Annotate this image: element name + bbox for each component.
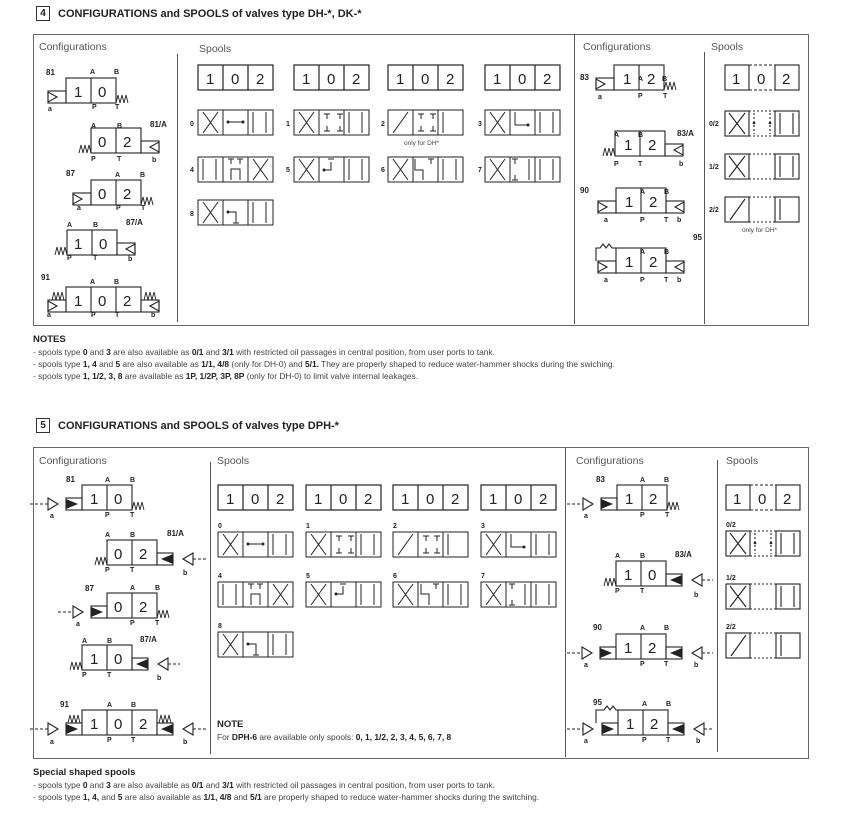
svg-text:0: 0 xyxy=(98,186,107,203)
svg-text:81/A: 81/A xyxy=(167,529,184,538)
spools-label: Spools xyxy=(199,43,232,55)
svg-text:a: a xyxy=(584,662,588,669)
svg-text:b: b xyxy=(183,570,188,577)
svg-text:1: 1 xyxy=(489,491,498,508)
svg-text:2: 2 xyxy=(648,137,657,154)
svg-text:1: 1 xyxy=(90,716,99,733)
svg-text:A: A xyxy=(640,189,646,196)
svg-text:7: 7 xyxy=(478,167,482,174)
svg-text:2: 2 xyxy=(649,491,658,508)
svg-text:P: P xyxy=(105,512,110,519)
svg-text:87: 87 xyxy=(66,169,75,178)
svg-text:0: 0 xyxy=(421,71,430,88)
svg-text:b: b xyxy=(183,739,188,746)
svg-text:2: 2 xyxy=(451,491,460,508)
svg-text:a: a xyxy=(77,205,81,212)
svg-text:only for DH*: only for DH* xyxy=(742,227,778,234)
svg-text:P: P xyxy=(91,312,96,319)
svg-text:1: 1 xyxy=(493,71,502,88)
svg-text:0: 0 xyxy=(98,134,107,151)
note-line: - spools type 1, 4 and 5 are also available as 1/1, 4/8 (only for DH-0) and 5/1. They are properly shaped to reduce water-hammer shocks during the swiching. xyxy=(33,359,615,369)
svg-text:2/2: 2/2 xyxy=(709,207,719,214)
svg-text:2: 2 xyxy=(139,716,148,733)
svg-text:95: 95 xyxy=(693,233,702,242)
svg-text:81: 81 xyxy=(46,68,55,77)
svg-text:T: T xyxy=(664,217,669,224)
svg-text:0: 0 xyxy=(114,546,123,563)
svg-text:T: T xyxy=(665,512,670,519)
svg-text:B: B xyxy=(117,123,123,130)
svg-text:A: A xyxy=(107,702,113,709)
svg-text:5: 5 xyxy=(306,573,310,580)
section-number: 4 xyxy=(36,6,50,21)
svg-text:87: 87 xyxy=(85,584,94,593)
svg-text:2: 2 xyxy=(649,194,658,211)
svg-text:5: 5 xyxy=(286,167,290,174)
svg-text:T: T xyxy=(666,737,671,744)
svg-text:2: 2 xyxy=(647,71,656,88)
svg-text:1: 1 xyxy=(625,194,634,211)
svg-text:A: A xyxy=(90,279,96,286)
svg-text:b: b xyxy=(677,277,682,284)
svg-text:a: a xyxy=(50,739,54,746)
svg-text:83: 83 xyxy=(596,475,605,484)
svg-text:2: 2 xyxy=(648,640,657,657)
svg-text:6: 6 xyxy=(381,167,385,174)
svg-text:T: T xyxy=(117,156,122,163)
svg-text:1: 1 xyxy=(396,71,405,88)
svg-text:1: 1 xyxy=(733,491,742,508)
svg-text:0: 0 xyxy=(327,71,336,88)
svg-text:1: 1 xyxy=(74,236,83,253)
svg-text:P: P xyxy=(82,672,87,679)
note-line: - spools type 0 and 3 are also available as 0/1 and 3/1 with restricted oil passages in central position, from user ports to tank. xyxy=(33,780,495,790)
spools-label: Spools xyxy=(711,41,744,53)
section-number: 5 xyxy=(36,418,50,433)
svg-text:0: 0 xyxy=(114,491,123,508)
svg-text:T: T xyxy=(131,737,136,744)
svg-text:0: 0 xyxy=(114,599,123,616)
svg-text:A: A xyxy=(640,249,646,256)
svg-text:1: 1 xyxy=(226,491,235,508)
svg-text:1: 1 xyxy=(401,491,410,508)
svg-text:81: 81 xyxy=(66,475,75,484)
svg-text:T: T xyxy=(130,567,135,574)
svg-text:83/A: 83/A xyxy=(677,129,694,138)
svg-text:A: A xyxy=(642,701,648,708)
svg-text:1: 1 xyxy=(625,254,634,271)
svg-text:P: P xyxy=(614,161,619,168)
svg-text:1: 1 xyxy=(626,716,635,733)
svg-text:0: 0 xyxy=(757,71,766,88)
svg-text:B: B xyxy=(664,189,670,196)
svg-text:P: P xyxy=(67,255,72,262)
configurations-label: Configurations xyxy=(39,455,107,467)
svg-text:2: 2 xyxy=(123,186,132,203)
svg-text:2: 2 xyxy=(256,71,265,88)
svg-text:P: P xyxy=(130,620,135,627)
svg-text:b: b xyxy=(694,592,699,599)
svg-text:T: T xyxy=(640,588,645,595)
svg-text:P: P xyxy=(105,567,110,574)
svg-text:2: 2 xyxy=(381,121,385,128)
svg-text:B: B xyxy=(664,625,670,632)
svg-text:T: T xyxy=(130,512,135,519)
svg-text:2: 2 xyxy=(352,71,361,88)
svg-text:2: 2 xyxy=(393,523,397,530)
svg-text:2: 2 xyxy=(783,491,792,508)
svg-text:A: A xyxy=(105,532,111,539)
svg-text:A: A xyxy=(614,132,620,139)
note-title: NOTE xyxy=(217,719,244,730)
note-line: - spools type 0 and 3 are also available as 0/1 and 3/1 with restricted oil passages in central position, from user ports to tank. xyxy=(33,347,495,357)
svg-text:2: 2 xyxy=(649,254,658,271)
svg-text:P: P xyxy=(640,661,645,668)
svg-text:A: A xyxy=(640,477,646,484)
svg-text:2: 2 xyxy=(139,599,148,616)
svg-text:1: 1 xyxy=(74,293,83,310)
svg-text:1: 1 xyxy=(90,491,99,508)
svg-text:3: 3 xyxy=(481,523,485,530)
spools-label: Spools xyxy=(217,455,250,467)
svg-text:1: 1 xyxy=(206,71,215,88)
section-title-text: CONFIGURATIONS and SPOOLS of valves type DH-*, DK-* xyxy=(58,7,362,20)
svg-text:0: 0 xyxy=(98,293,107,310)
svg-text:0: 0 xyxy=(114,651,123,668)
svg-text:1: 1 xyxy=(624,567,633,584)
svg-text:2/2: 2/2 xyxy=(726,624,736,631)
svg-text:8: 8 xyxy=(190,211,194,218)
svg-text:1: 1 xyxy=(74,84,83,101)
svg-text:1: 1 xyxy=(624,137,633,154)
svg-text:0: 0 xyxy=(648,567,657,584)
svg-text:2: 2 xyxy=(782,71,791,88)
svg-text:B: B xyxy=(155,585,161,592)
svg-text:87/A: 87/A xyxy=(126,218,143,227)
svg-text:2: 2 xyxy=(539,491,548,508)
svg-text:A: A xyxy=(91,123,97,130)
note-line: - spools type 1, 4, and 5 are also available as 1/1, 4/8 and 5/1 are properly shaped to reduce water-hammer shocks during the switching. xyxy=(33,792,540,802)
svg-text:A: A xyxy=(115,172,121,179)
svg-text:95: 95 xyxy=(593,698,602,707)
svg-text:0: 0 xyxy=(518,71,527,88)
svg-text:2: 2 xyxy=(123,134,132,151)
svg-text:A: A xyxy=(130,585,136,592)
svg-text:0: 0 xyxy=(251,491,260,508)
svg-text:a: a xyxy=(604,277,608,284)
svg-text:T: T xyxy=(107,672,112,679)
svg-text:0/2: 0/2 xyxy=(709,121,719,128)
svg-text:T: T xyxy=(141,205,146,212)
svg-text:T: T xyxy=(663,93,668,100)
svg-text:91: 91 xyxy=(60,700,69,709)
note-line: - spools type 1, 1/2, 3, 8 are available as 1P, 1/2P, 3P, 8P (only for DH-0) to limit valve internal leakages. xyxy=(33,371,419,381)
svg-text:P: P xyxy=(642,737,647,744)
svg-text:P: P xyxy=(107,737,112,744)
svg-text:1: 1 xyxy=(90,651,99,668)
svg-text:a: a xyxy=(48,106,52,113)
svg-text:0: 0 xyxy=(190,121,194,128)
svg-text:A: A xyxy=(105,477,111,484)
svg-text:P: P xyxy=(640,277,645,284)
svg-text:1: 1 xyxy=(314,491,323,508)
svg-text:2: 2 xyxy=(543,71,552,88)
only-for-dh-note: only for DH* xyxy=(404,140,440,147)
spools-label: Spools xyxy=(726,455,759,467)
svg-text:B: B xyxy=(131,702,137,709)
svg-text:b: b xyxy=(152,157,157,164)
svg-text:b: b xyxy=(694,662,699,669)
svg-text:1: 1 xyxy=(624,640,633,657)
svg-text:T: T xyxy=(115,104,120,111)
svg-text:2: 2 xyxy=(650,716,659,733)
svg-text:B: B xyxy=(640,553,646,560)
svg-text:8: 8 xyxy=(218,623,222,630)
svg-text:0: 0 xyxy=(99,236,108,253)
svg-text:0: 0 xyxy=(339,491,348,508)
svg-text:b: b xyxy=(128,256,133,263)
svg-text:A: A xyxy=(615,553,621,560)
svg-text:2: 2 xyxy=(364,491,373,508)
svg-text:b: b xyxy=(151,312,156,319)
svg-text:B: B xyxy=(93,222,99,229)
svg-text:b: b xyxy=(677,217,682,224)
section-5-note xyxy=(217,719,557,743)
svg-text:P: P xyxy=(640,217,645,224)
svg-text:B: B xyxy=(107,638,113,645)
svg-text:A: A xyxy=(638,76,644,83)
svg-text:1: 1 xyxy=(286,121,290,128)
svg-text:1: 1 xyxy=(306,523,310,530)
svg-text:81/A: 81/A xyxy=(150,120,167,129)
note-line: For DPH-6 are available only spools: 0, 1, 1/2, 2, 3, 4, 5, 6, 7, 8 xyxy=(217,732,452,742)
svg-text:B: B xyxy=(130,477,136,484)
svg-text:91: 91 xyxy=(41,273,50,282)
svg-text:T: T xyxy=(664,661,669,668)
svg-text:B: B xyxy=(114,69,120,76)
special-title: Special shaped spools xyxy=(33,767,136,778)
svg-text:B: B xyxy=(664,477,670,484)
svg-text:a: a xyxy=(50,513,54,520)
svg-text:90: 90 xyxy=(593,623,602,632)
svg-text:B: B xyxy=(662,76,668,83)
svg-text:0: 0 xyxy=(98,84,107,101)
svg-text:a: a xyxy=(76,621,80,628)
svg-text:87/A: 87/A xyxy=(140,635,157,644)
svg-text:4: 4 xyxy=(190,167,194,174)
svg-text:A: A xyxy=(640,625,646,632)
svg-text:2: 2 xyxy=(446,71,455,88)
svg-text:P: P xyxy=(640,512,645,519)
svg-text:1: 1 xyxy=(732,71,741,88)
svg-text:2: 2 xyxy=(276,491,285,508)
svg-text:P: P xyxy=(91,156,96,163)
svg-text:0: 0 xyxy=(426,491,435,508)
svg-text:B: B xyxy=(130,532,136,539)
svg-text:T: T xyxy=(115,312,120,319)
svg-text:3: 3 xyxy=(478,121,482,128)
svg-text:a: a xyxy=(584,513,588,520)
svg-text:B: B xyxy=(114,279,120,286)
svg-text:A: A xyxy=(82,638,88,645)
section-title-text: CONFIGURATIONS and SPOOLS of valves type DPH-* xyxy=(58,419,339,432)
svg-text:P: P xyxy=(615,588,620,595)
svg-text:b: b xyxy=(679,161,684,168)
svg-text:1: 1 xyxy=(623,71,632,88)
svg-text:0/2: 0/2 xyxy=(726,522,736,529)
svg-text:B: B xyxy=(664,249,670,256)
svg-text:B: B xyxy=(140,172,146,179)
svg-text:4: 4 xyxy=(218,573,222,580)
svg-text:a: a xyxy=(584,738,588,745)
svg-text:B: B xyxy=(666,701,672,708)
svg-text:6: 6 xyxy=(393,573,397,580)
svg-text:1: 1 xyxy=(625,491,634,508)
svg-text:a: a xyxy=(598,94,602,101)
svg-text:a: a xyxy=(47,312,51,319)
svg-text:b: b xyxy=(157,675,162,682)
svg-text:83: 83 xyxy=(580,73,589,82)
configurations-label: Configurations xyxy=(583,41,651,53)
svg-text:T: T xyxy=(664,277,669,284)
svg-text:T: T xyxy=(155,620,160,627)
svg-text:2: 2 xyxy=(123,293,132,310)
svg-text:P: P xyxy=(116,205,121,212)
svg-text:0: 0 xyxy=(231,71,240,88)
svg-text:1: 1 xyxy=(302,71,311,88)
svg-text:2: 2 xyxy=(139,546,148,563)
svg-text:83/A: 83/A xyxy=(675,550,692,559)
svg-text:A: A xyxy=(67,222,73,229)
svg-text:1/2: 1/2 xyxy=(726,575,736,582)
svg-text:a: a xyxy=(604,217,608,224)
svg-text:0: 0 xyxy=(218,523,222,530)
svg-text:b: b xyxy=(696,738,701,745)
notes-title: NOTES xyxy=(33,334,66,345)
svg-text:T: T xyxy=(638,161,643,168)
svg-text:90: 90 xyxy=(580,186,589,195)
svg-text:P: P xyxy=(638,93,643,100)
svg-text:0: 0 xyxy=(514,491,523,508)
special-shaped-spools-notes xyxy=(33,767,823,803)
svg-text:P: P xyxy=(92,104,97,111)
svg-text:1/2: 1/2 xyxy=(709,164,719,171)
configurations-label: Configurations xyxy=(576,455,644,467)
svg-text:T: T xyxy=(93,255,98,262)
svg-text:7: 7 xyxy=(481,573,485,580)
svg-text:0: 0 xyxy=(114,716,123,733)
svg-text:0: 0 xyxy=(758,491,767,508)
configurations-label: Configurations xyxy=(39,41,107,53)
svg-text:A: A xyxy=(90,69,96,76)
svg-text:B: B xyxy=(638,132,644,139)
